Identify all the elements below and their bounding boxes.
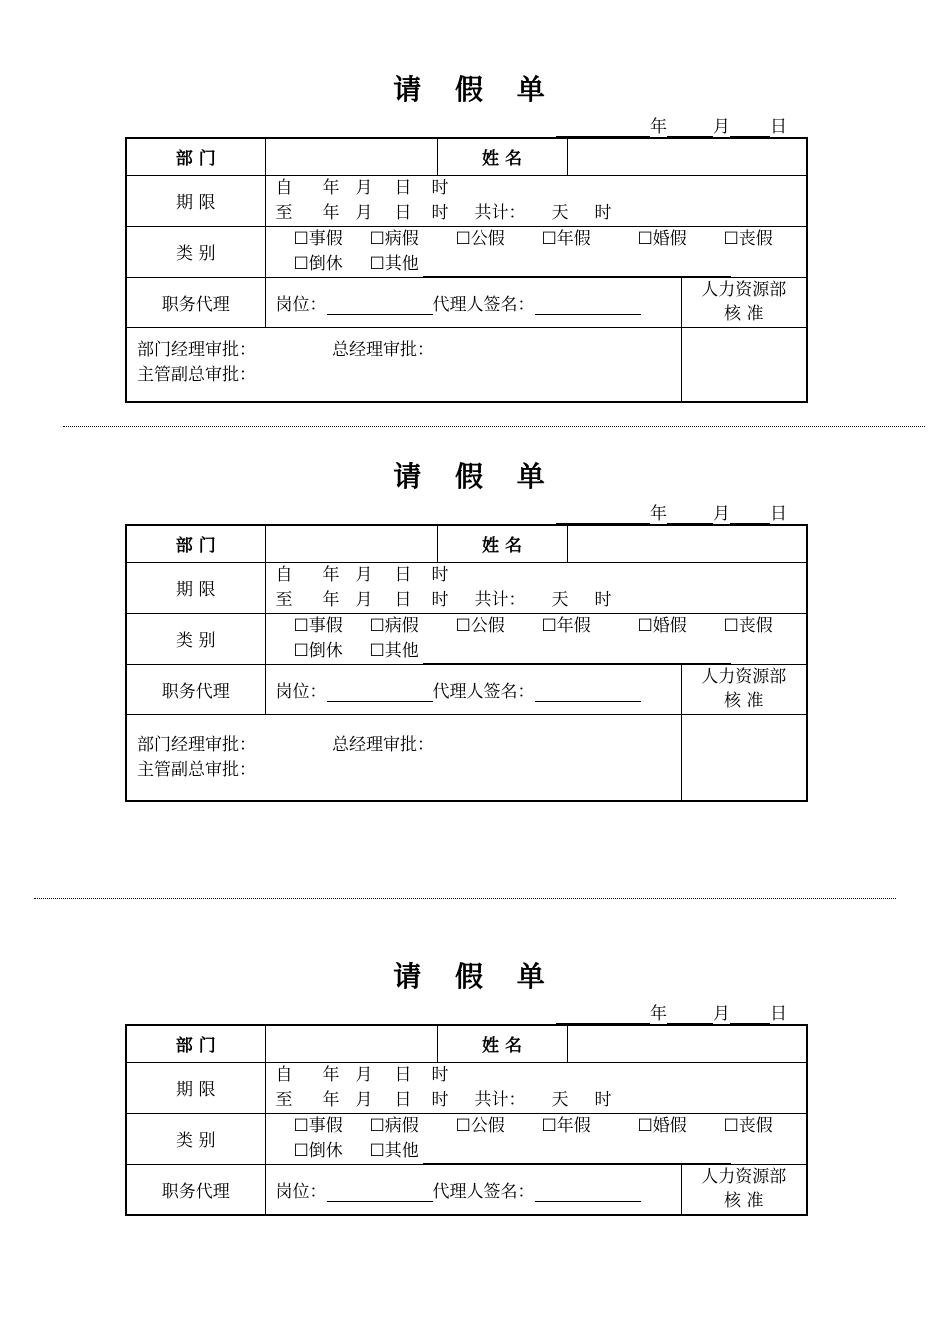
dept-label: 部 门 [127, 526, 265, 562]
deputy-field: 岗位： 代理人签名： [265, 664, 681, 714]
checkbox-annual[interactable]: ☐年假 [541, 228, 591, 249]
month-label: 月 [713, 117, 730, 137]
cut-line [63, 426, 925, 427]
position-blank[interactable] [327, 683, 433, 702]
month-label: 月 [713, 1004, 730, 1024]
checkbox-compensatory[interactable]: ☐倒休 [293, 253, 343, 274]
deputy-label: 职务代理 [127, 1164, 265, 1214]
hr-approval-label: 人力资源部 核 准 [681, 277, 806, 327]
checkbox-official[interactable]: ☐公假 [455, 615, 505, 636]
period-field[interactable]: 自 年 月 日 时 至 年 月 日 时 共计： 天 时 [265, 175, 806, 226]
deputy-sign-blank[interactable] [535, 296, 641, 315]
checkbox-marriage[interactable]: ☐婚假 [637, 228, 687, 249]
year-label: 年 [650, 504, 667, 524]
checkbox-bereavement[interactable]: ☐丧假 [723, 1115, 773, 1136]
name-label: 姓 名 [437, 526, 567, 562]
date-line [556, 999, 816, 1024]
day-blank[interactable] [730, 118, 770, 137]
year-label: 年 [650, 117, 667, 137]
deputy-field: 岗位： 代理人签名： [265, 1164, 681, 1214]
year-blank[interactable] [556, 505, 650, 524]
period-label: 期 限 [127, 1062, 265, 1113]
checkbox-official[interactable]: ☐公假 [455, 1115, 505, 1136]
category-options [265, 1113, 806, 1164]
deputy-label: 职务代理 [127, 664, 265, 714]
gm-approval: 总经理审批： [332, 339, 434, 360]
name-field[interactable] [567, 526, 806, 562]
category-options [265, 226, 806, 277]
gm-approval: 总经理审批： [332, 734, 434, 755]
other-blank[interactable] [423, 645, 731, 664]
leave-form [125, 524, 808, 802]
deputy-label: 职务代理 [127, 277, 265, 327]
dept-manager-approval: 部门经理审批： [137, 339, 256, 360]
checkbox-personal[interactable]: ☐事假 [293, 228, 343, 249]
name-label: 姓 名 [437, 139, 567, 175]
checkbox-sick[interactable]: ☐病假 [369, 228, 419, 249]
date-line [556, 112, 816, 137]
date-line [556, 499, 816, 524]
day-label: 日 [770, 504, 787, 524]
checkbox-personal[interactable]: ☐事假 [293, 1115, 343, 1136]
hr-approval-label: 人力资源部 核 准 [681, 1164, 806, 1214]
deputy-sign-blank[interactable] [535, 1183, 641, 1202]
position-blank[interactable] [327, 296, 433, 315]
day-label: 日 [770, 117, 787, 137]
checkbox-bereavement[interactable]: ☐丧假 [723, 615, 773, 636]
day-blank[interactable] [730, 505, 770, 524]
deputy-field: 岗位： 代理人签名： [265, 277, 681, 327]
dept-field[interactable] [265, 139, 437, 175]
day-blank[interactable] [730, 1005, 770, 1024]
hr-approval-field[interactable] [681, 714, 806, 800]
year-label: 年 [650, 1004, 667, 1024]
day-label: 日 [770, 1004, 787, 1024]
name-field[interactable] [567, 1026, 806, 1062]
dept-manager-approval: 部门经理审批： [137, 734, 256, 755]
leave-form [125, 1024, 808, 1216]
hr-approval-field[interactable] [681, 327, 806, 401]
category-label: 类 别 [127, 1113, 265, 1164]
period-field[interactable]: 自 年 月 日 时 至 年 月 日 时 共计： 天 时 [265, 1062, 806, 1113]
checkbox-other[interactable]: ☐其他 [369, 1140, 419, 1161]
checkbox-compensatory[interactable]: ☐倒休 [293, 1140, 343, 1161]
form-title: 请 假 单 [393, 960, 557, 993]
approval-area[interactable] [127, 714, 681, 800]
name-field[interactable] [567, 139, 806, 175]
period-label: 期 限 [127, 562, 265, 613]
vp-approval: 主管副总审批： [137, 364, 256, 385]
category-options [265, 613, 806, 664]
leave-form [125, 137, 808, 403]
hr-approval-label: 人力资源部 核 准 [681, 664, 806, 714]
checkbox-other[interactable]: ☐其他 [369, 253, 419, 274]
checkbox-sick[interactable]: ☐病假 [369, 1115, 419, 1136]
checkbox-other[interactable]: ☐其他 [369, 640, 419, 661]
month-blank[interactable] [667, 118, 713, 137]
checkbox-bereavement[interactable]: ☐丧假 [723, 228, 773, 249]
year-blank[interactable] [556, 1005, 650, 1024]
cut-line [34, 898, 896, 899]
dept-field[interactable] [265, 1026, 437, 1062]
checkbox-official[interactable]: ☐公假 [455, 228, 505, 249]
dept-label: 部 门 [127, 139, 265, 175]
checkbox-personal[interactable]: ☐事假 [293, 615, 343, 636]
period-label: 期 限 [127, 175, 265, 226]
month-blank[interactable] [667, 505, 713, 524]
category-label: 类 别 [127, 613, 265, 664]
month-label: 月 [713, 504, 730, 524]
approval-area[interactable] [127, 327, 681, 401]
form-title: 请 假 单 [393, 73, 557, 106]
checkbox-marriage[interactable]: ☐婚假 [637, 615, 687, 636]
other-blank[interactable] [423, 258, 731, 277]
month-blank[interactable] [667, 1005, 713, 1024]
position-blank[interactable] [327, 1183, 433, 1202]
checkbox-annual[interactable]: ☐年假 [541, 1115, 591, 1136]
dept-label: 部 门 [127, 1026, 265, 1062]
other-blank[interactable] [423, 1145, 731, 1164]
deputy-sign-blank[interactable] [535, 683, 641, 702]
name-label: 姓 名 [437, 1026, 567, 1062]
dept-field[interactable] [265, 526, 437, 562]
year-blank[interactable] [556, 118, 650, 137]
vp-approval: 主管副总审批： [137, 759, 256, 780]
checkbox-sick[interactable]: ☐病假 [369, 615, 419, 636]
checkbox-annual[interactable]: ☐年假 [541, 615, 591, 636]
category-label: 类 别 [127, 226, 265, 277]
form-title: 请 假 单 [393, 460, 557, 493]
checkbox-marriage[interactable]: ☐婚假 [637, 1115, 687, 1136]
period-field[interactable]: 自 年 月 日 时 至 年 月 日 时 共计： 天 时 [265, 562, 806, 613]
checkbox-compensatory[interactable]: ☐倒休 [293, 640, 343, 661]
